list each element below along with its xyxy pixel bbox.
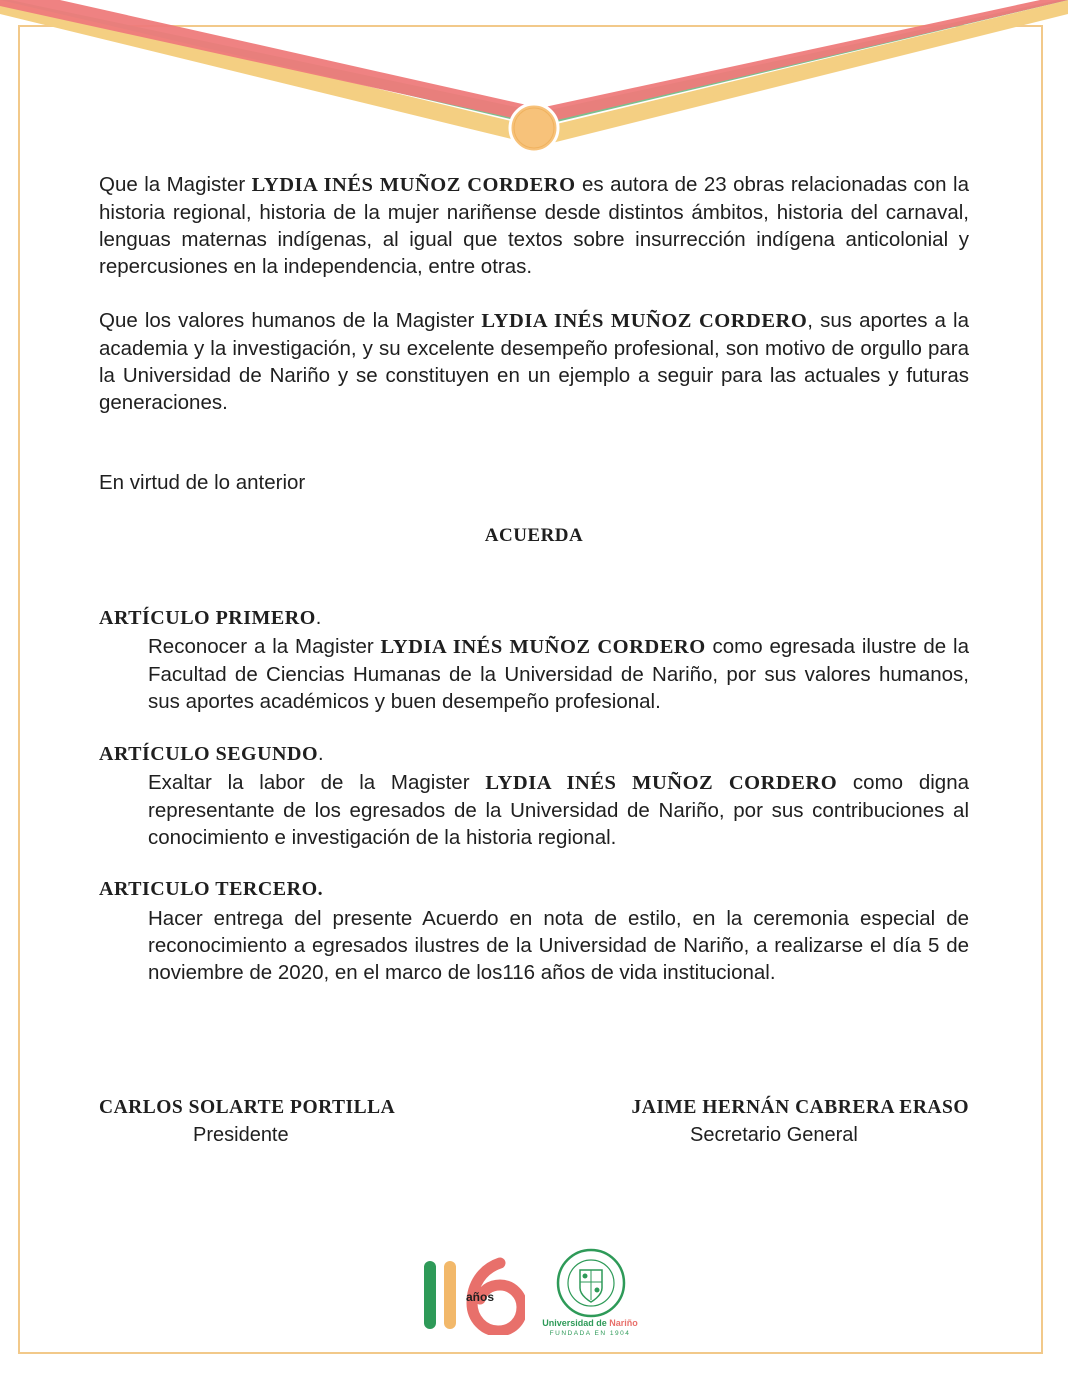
- university-seal-icon: [556, 1248, 626, 1318]
- signature-role-secretary: Secretario General: [690, 1124, 858, 1146]
- article-3-title: [99, 878, 323, 901]
- signature-name-president: CARLOS SOLARTE PORTILLA: [99, 1097, 396, 1118]
- university-prefix: Universidad de: [542, 1318, 610, 1328]
- university-name-word: Nariño: [609, 1318, 638, 1328]
- honoree-name: LYDIA INÉS MUÑOZ CORDERO: [481, 310, 808, 332]
- university-name: [538, 1318, 642, 1328]
- signature-name-secretary: JAIME HERNÁN CABRERA ERASO: [631, 1097, 969, 1118]
- article-3-body: [148, 905, 969, 986]
- anniversary-116-logo: [420, 1255, 525, 1335]
- signature-role-president: Presidente: [193, 1124, 289, 1146]
- decorative-ribbon: [0, 0, 1068, 170]
- honoree-name: LYDIA INÉS MUÑOZ CORDERO: [380, 636, 706, 658]
- article-1-title: [99, 607, 321, 630]
- paragraph-rest: es autora de 23 obras relacionadas con la historia regional, historia de la mujer nariñense desde distintos ámbitos, historia del carnaval, lenguas maternas indígenas, al igual que textos sobre insurrección indígena anticolonial y repercusiones en la independencia, entre otras.: [99, 173, 969, 278]
- paragraph-authorship: [99, 171, 969, 280]
- honoree-name: LYDIA INÉS MUÑOZ CORDERO: [485, 772, 838, 794]
- article-title-punct: .: [318, 743, 324, 765]
- university-founded: FUNDADA EN 1904: [549, 1330, 631, 1337]
- article-title-text: ARTICULO TERCERO.: [99, 878, 324, 900]
- article-lead: Hacer entrega del presente Acuerdo en nota de estilo, en la ceremonia especial de reconocimiento a egresados ilustres de la Universidad de Nariño, a realizarse el día 5 de noviembre de 2020, en el marco de los116 años de vida institucional.: [148, 907, 969, 984]
- intro-line: En virtud de lo anterior: [99, 471, 306, 494]
- article-title-text: ARTÍCULO SEGUNDO: [99, 743, 318, 765]
- paragraph-values: [99, 307, 969, 416]
- article-title-punct: .: [315, 607, 322, 629]
- paragraph-rest: , sus aportes a la academia y la investigación, y su excelente desempeño profesional, son motivo de orgullo para la Universidad de Nariño y se constituyen en un ejemplo a seguir para las actuales y futuras generaciones.: [99, 309, 969, 414]
- acuerda-heading: ACUERDA: [484, 525, 584, 546]
- paragraph-lead: Que la Magister: [99, 173, 252, 196]
- medal-icon: [510, 104, 558, 152]
- article-rest: como egresada ilustre de la Facultad de Ciencias Humanas de la Universidad de Nariño, por sus valores humanos, sus aportes académicos y buen desempeño profesional.: [148, 635, 969, 713]
- article-1-body: [148, 633, 969, 715]
- honoree-name: LYDIA INÉS MUÑOZ CORDERO: [251, 174, 576, 196]
- article-2-body: [148, 769, 969, 851]
- article-lead: Exaltar la labor de la Magister: [148, 771, 486, 794]
- anniversary-word: años: [466, 1290, 495, 1304]
- article-rest: como digna representante de los egresados de la Universidad de Nariño, por sus contribuciones al conocimiento e investigación de la historia regional.: [148, 771, 969, 849]
- article-lead: Reconocer a la Magister: [148, 635, 381, 658]
- article-2-title: [99, 743, 324, 766]
- paragraph-lead: Que los valores humanos de la Magister: [99, 309, 482, 332]
- article-title-text: ARTÍCULO PRIMERO: [99, 607, 316, 629]
